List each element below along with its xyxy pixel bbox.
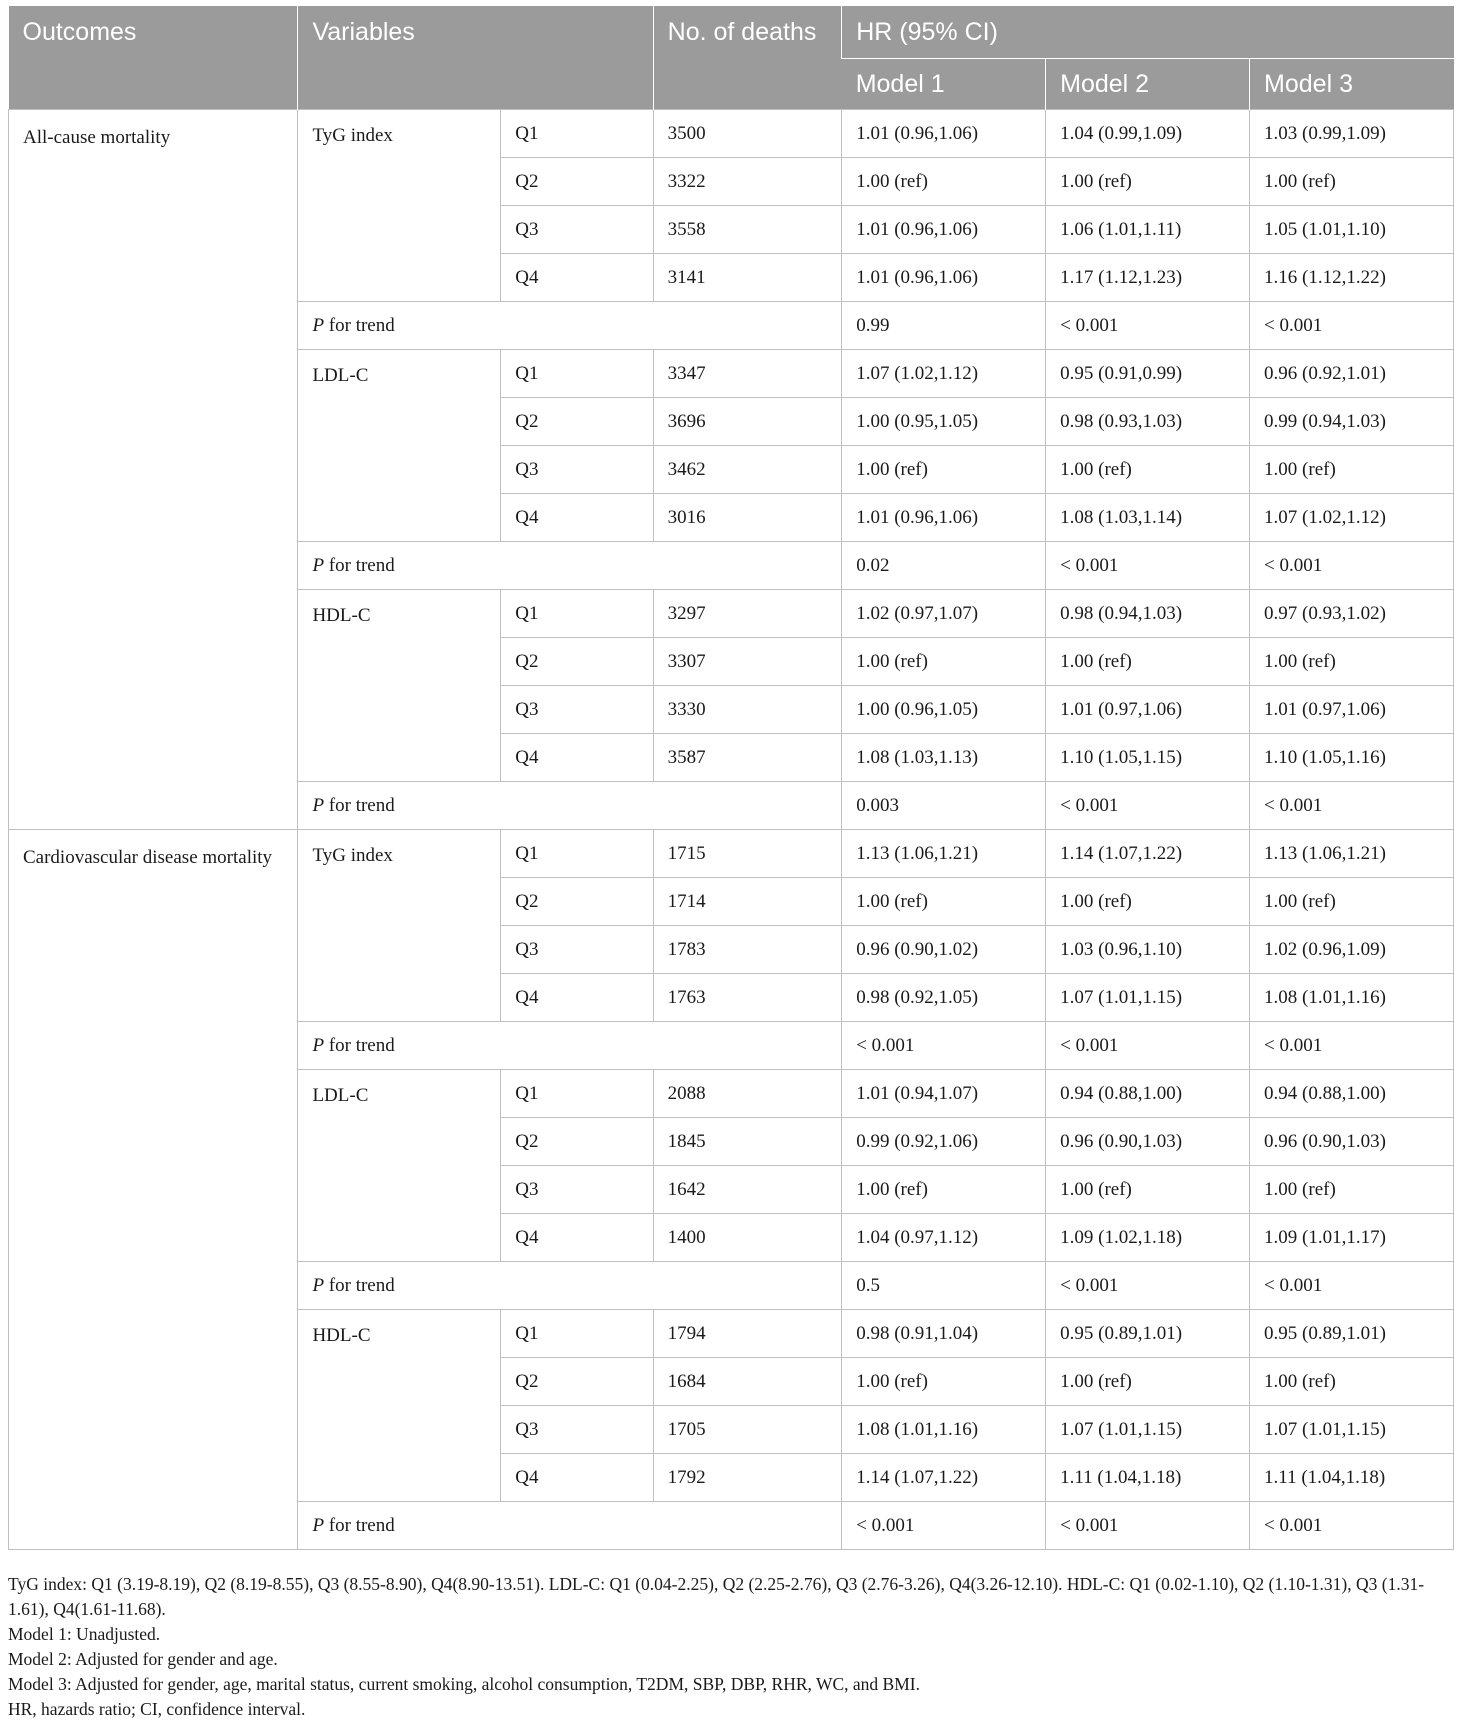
deaths-cell: 1763: [653, 974, 842, 1022]
quartile-cell: Q3: [501, 206, 653, 254]
footnote-model-1: Model 1: Unadjusted.: [8, 1624, 161, 1644]
quartile-cell: Q1: [501, 1310, 653, 1358]
model-2-cell: 0.98 (0.94,1.03): [1046, 590, 1250, 638]
model-3-cell: 1.03 (0.99,1.09): [1250, 110, 1454, 158]
deaths-cell: 3297: [653, 590, 842, 638]
trend-model-2-cell: < 0.001: [1046, 1502, 1250, 1550]
model-3-cell: 1.09 (1.01,1.17): [1250, 1214, 1454, 1262]
model-1-cell: 0.99 (0.92,1.06): [842, 1118, 1046, 1166]
model-2-cell: 1.04 (0.99,1.09): [1046, 110, 1250, 158]
quartile-cell: Q1: [501, 350, 653, 398]
variable-cell: HDL-C: [298, 590, 501, 782]
header-model-1: Model 1: [842, 59, 1046, 110]
deaths-cell: 3307: [653, 638, 842, 686]
model-1-cell: 1.04 (0.97,1.12): [842, 1214, 1046, 1262]
deaths-cell: 1794: [653, 1310, 842, 1358]
hazard-ratio-table: [8, 6, 1454, 1550]
model-3-cell: 1.07 (1.02,1.12): [1250, 494, 1454, 542]
deaths-cell: 3462: [653, 446, 842, 494]
deaths-cell: 3696: [653, 398, 842, 446]
quartile-cell: Q2: [501, 878, 653, 926]
footnote-model-2: Model 2: Adjusted for gender and age.: [8, 1649, 278, 1669]
quartile-cell: Q1: [501, 590, 653, 638]
header-hr: HR (95% CI): [842, 6, 1454, 59]
deaths-cell: 3016: [653, 494, 842, 542]
trend-model-3-cell: < 0.001: [1250, 1262, 1454, 1310]
model-3-cell: 1.16 (1.12,1.22): [1250, 254, 1454, 302]
trend-model-1-cell: < 0.001: [842, 1022, 1046, 1070]
for-trend-label: for trend: [324, 794, 395, 816]
trend-model-1-cell: 0.02: [842, 542, 1046, 590]
model-2-cell: 0.94 (0.88,1.00): [1046, 1070, 1250, 1118]
model-3-cell: 1.11 (1.04,1.18): [1250, 1454, 1454, 1502]
model-3-cell: 1.10 (1.05,1.16): [1250, 734, 1454, 782]
model-3-cell: 1.00 (ref): [1250, 878, 1454, 926]
model-2-cell: 1.07 (1.01,1.15): [1046, 974, 1250, 1022]
model-1-cell: 1.07 (1.02,1.12): [842, 350, 1046, 398]
header-model-2: Model 2: [1046, 59, 1250, 110]
deaths-cell: 3558: [653, 206, 842, 254]
trend-model-3-cell: < 0.001: [1250, 1502, 1454, 1550]
deaths-cell: 3330: [653, 686, 842, 734]
deaths-cell: 3587: [653, 734, 842, 782]
model-3-cell: 1.08 (1.01,1.16): [1250, 974, 1454, 1022]
model-1-cell: 1.00 (ref): [842, 1358, 1046, 1406]
p-for-trend-label: [298, 542, 842, 590]
p-label: P: [312, 554, 325, 576]
for-trend-label: for trend: [324, 314, 395, 336]
deaths-cell: 1715: [653, 830, 842, 878]
model-1-cell: 1.08 (1.03,1.13): [842, 734, 1046, 782]
quartile-cell: Q2: [501, 398, 653, 446]
for-trend-label: for trend: [324, 1034, 395, 1056]
model-2-cell: 0.98 (0.93,1.03): [1046, 398, 1250, 446]
trend-model-2-cell: < 0.001: [1046, 542, 1250, 590]
p-label: P: [312, 1514, 325, 1536]
model-1-cell: 0.98 (0.92,1.05): [842, 974, 1046, 1022]
model-2-cell: 1.08 (1.03,1.14): [1046, 494, 1250, 542]
table-container: [8, 6, 1454, 1550]
trend-model-2-cell: < 0.001: [1046, 782, 1250, 830]
table-body: [9, 110, 1454, 1550]
model-2-cell: 1.11 (1.04,1.18): [1046, 1454, 1250, 1502]
deaths-cell: 1714: [653, 878, 842, 926]
model-3-cell: 1.00 (ref): [1250, 638, 1454, 686]
p-for-trend-label: [298, 1262, 842, 1310]
model-2-cell: 1.06 (1.01,1.11): [1046, 206, 1250, 254]
variable-cell: LDL-C: [298, 350, 501, 542]
quartile-cell: Q2: [501, 1118, 653, 1166]
model-2-cell: 1.09 (1.02,1.18): [1046, 1214, 1250, 1262]
model-3-cell: 0.96 (0.92,1.01): [1250, 350, 1454, 398]
model-3-cell: 1.02 (0.96,1.09): [1250, 926, 1454, 974]
model-3-cell: 1.01 (0.97,1.06): [1250, 686, 1454, 734]
model-2-cell: 0.96 (0.90,1.03): [1046, 1118, 1250, 1166]
p-label: P: [312, 314, 325, 336]
trend-model-3-cell: < 0.001: [1250, 1022, 1454, 1070]
deaths-cell: 3141: [653, 254, 842, 302]
model-1-cell: 1.00 (ref): [842, 878, 1046, 926]
model-2-cell: 1.14 (1.07,1.22): [1046, 830, 1250, 878]
variable-cell: LDL-C: [298, 1070, 501, 1262]
deaths-cell: 1792: [653, 1454, 842, 1502]
model-3-cell: 1.00 (ref): [1250, 446, 1454, 494]
model-1-cell: 1.14 (1.07,1.22): [842, 1454, 1046, 1502]
model-2-cell: 1.10 (1.05,1.15): [1046, 734, 1250, 782]
deaths-cell: 2088: [653, 1070, 842, 1118]
quartile-cell: Q1: [501, 830, 653, 878]
model-2-cell: 1.00 (ref): [1046, 446, 1250, 494]
deaths-cell: 1783: [653, 926, 842, 974]
model-1-cell: 1.01 (0.96,1.06): [842, 254, 1046, 302]
model-2-cell: 1.00 (ref): [1046, 638, 1250, 686]
footnote-quartiles: TyG index: Q1 (3.19-8.19), Q2 (8.19-8.55), Q3 (8.55-8.90), Q4(8.90-13.51). LDL-C: Q1 (0.04-2.25), Q2 (2.25-2.76), Q3 (2.76-3.26), Q4(3.26-12.10). HDL-C: Q1 (0.02-1.10), Q2 (1.10-1.31), Q3 (1.31-1.61), Q4(1.61-11.68).: [8, 1574, 1425, 1619]
footnote-abbreviations: HR, hazards ratio; CI, confidence interval.: [8, 1699, 306, 1719]
trend-model-1-cell: 0.003: [842, 782, 1046, 830]
table-row: [9, 110, 1454, 158]
trend-model-2-cell: < 0.001: [1046, 1022, 1250, 1070]
model-1-cell: 1.00 (ref): [842, 638, 1046, 686]
model-3-cell: 0.97 (0.93,1.02): [1250, 590, 1454, 638]
header-deaths: No. of deaths: [653, 6, 842, 110]
model-1-cell: 1.00 (ref): [842, 158, 1046, 206]
model-1-cell: 1.02 (0.97,1.07): [842, 590, 1046, 638]
quartile-cell: Q3: [501, 1406, 653, 1454]
model-3-cell: 0.99 (0.94,1.03): [1250, 398, 1454, 446]
deaths-cell: 1845: [653, 1118, 842, 1166]
quartile-cell: Q3: [501, 686, 653, 734]
model-1-cell: 0.96 (0.90,1.02): [842, 926, 1046, 974]
p-for-trend-label: [298, 1022, 842, 1070]
table-header: [9, 6, 1454, 110]
trend-model-3-cell: < 0.001: [1250, 782, 1454, 830]
variable-cell: HDL-C: [298, 1310, 501, 1502]
trend-model-2-cell: < 0.001: [1046, 302, 1250, 350]
model-1-cell: 1.00 (0.95,1.05): [842, 398, 1046, 446]
model-3-cell: 1.00 (ref): [1250, 158, 1454, 206]
model-1-cell: 1.01 (0.96,1.06): [842, 110, 1046, 158]
quartile-cell: Q3: [501, 1166, 653, 1214]
quartile-cell: Q4: [501, 494, 653, 542]
model-1-cell: 1.08 (1.01,1.16): [842, 1406, 1046, 1454]
model-1-cell: 1.00 (ref): [842, 446, 1046, 494]
deaths-cell: 3500: [653, 110, 842, 158]
model-1-cell: 1.01 (0.96,1.06): [842, 206, 1046, 254]
quartile-cell: Q2: [501, 158, 653, 206]
model-1-cell: 1.01 (0.96,1.06): [842, 494, 1046, 542]
model-1-cell: 1.00 (ref): [842, 1166, 1046, 1214]
for-trend-label: for trend: [324, 1514, 395, 1536]
trend-model-2-cell: < 0.001: [1046, 1262, 1250, 1310]
outcome-cell: Cardiovascular disease mortality: [9, 830, 298, 1550]
quartile-cell: Q4: [501, 974, 653, 1022]
model-2-cell: 1.00 (ref): [1046, 1358, 1250, 1406]
model-1-cell: 1.01 (0.94,1.07): [842, 1070, 1046, 1118]
model-3-cell: 1.00 (ref): [1250, 1358, 1454, 1406]
trend-model-1-cell: < 0.001: [842, 1502, 1046, 1550]
deaths-cell: 1705: [653, 1406, 842, 1454]
model-2-cell: 1.00 (ref): [1046, 1166, 1250, 1214]
header-outcomes: Outcomes: [9, 6, 298, 110]
deaths-cell: 1684: [653, 1358, 842, 1406]
p-for-trend-label: [298, 782, 842, 830]
trend-model-3-cell: < 0.001: [1250, 302, 1454, 350]
p-label: P: [312, 1274, 325, 1296]
quartile-cell: Q3: [501, 446, 653, 494]
model-2-cell: 0.95 (0.91,0.99): [1046, 350, 1250, 398]
model-2-cell: 1.00 (ref): [1046, 158, 1250, 206]
variable-cell: TyG index: [298, 830, 501, 1022]
model-1-cell: 1.13 (1.06,1.21): [842, 830, 1046, 878]
p-label: P: [312, 1034, 325, 1056]
model-3-cell: 0.95 (0.89,1.01): [1250, 1310, 1454, 1358]
deaths-cell: 1400: [653, 1214, 842, 1262]
quartile-cell: Q2: [501, 1358, 653, 1406]
p-for-trend-label: [298, 302, 842, 350]
table-row: [9, 830, 1454, 878]
model-2-cell: 1.07 (1.01,1.15): [1046, 1406, 1250, 1454]
quartile-cell: Q4: [501, 254, 653, 302]
model-3-cell: 0.94 (0.88,1.00): [1250, 1070, 1454, 1118]
quartile-cell: Q4: [501, 734, 653, 782]
for-trend-label: for trend: [324, 554, 395, 576]
trend-model-1-cell: 0.99: [842, 302, 1046, 350]
quartile-cell: Q4: [501, 1214, 653, 1262]
header-model-3: Model 3: [1250, 59, 1454, 110]
model-2-cell: 1.03 (0.96,1.10): [1046, 926, 1250, 974]
footnote-model-3: Model 3: Adjusted for gender, age, marital status, current smoking, alcohol consumption, T2DM, SBP, DBP, RHR, WC, and BMI.: [8, 1674, 920, 1694]
deaths-cell: 1642: [653, 1166, 842, 1214]
quartile-cell: Q1: [501, 1070, 653, 1118]
model-1-cell: 1.00 (0.96,1.05): [842, 686, 1046, 734]
p-for-trend-label: [298, 1502, 842, 1550]
table-footnotes: [8, 1572, 1454, 1722]
trend-model-1-cell: 0.5: [842, 1262, 1046, 1310]
model-3-cell: 1.07 (1.01,1.15): [1250, 1406, 1454, 1454]
quartile-cell: Q1: [501, 110, 653, 158]
quartile-cell: Q4: [501, 1454, 653, 1502]
model-3-cell: 1.00 (ref): [1250, 1166, 1454, 1214]
quartile-cell: Q2: [501, 638, 653, 686]
deaths-cell: 3322: [653, 158, 842, 206]
for-trend-label: for trend: [324, 1274, 395, 1296]
deaths-cell: 3347: [653, 350, 842, 398]
model-3-cell: 1.13 (1.06,1.21): [1250, 830, 1454, 878]
model-3-cell: 1.05 (1.01,1.10): [1250, 206, 1454, 254]
variable-cell: TyG index: [298, 110, 501, 302]
model-1-cell: 0.98 (0.91,1.04): [842, 1310, 1046, 1358]
model-2-cell: 1.01 (0.97,1.06): [1046, 686, 1250, 734]
model-2-cell: 1.17 (1.12,1.23): [1046, 254, 1250, 302]
model-2-cell: 0.95 (0.89,1.01): [1046, 1310, 1250, 1358]
trend-model-3-cell: < 0.001: [1250, 542, 1454, 590]
model-3-cell: 0.96 (0.90,1.03): [1250, 1118, 1454, 1166]
quartile-cell: Q3: [501, 926, 653, 974]
p-label: P: [312, 794, 325, 816]
model-2-cell: 1.00 (ref): [1046, 878, 1250, 926]
header-variables: Variables: [298, 6, 653, 110]
outcome-cell: All-cause mortality: [9, 110, 298, 830]
